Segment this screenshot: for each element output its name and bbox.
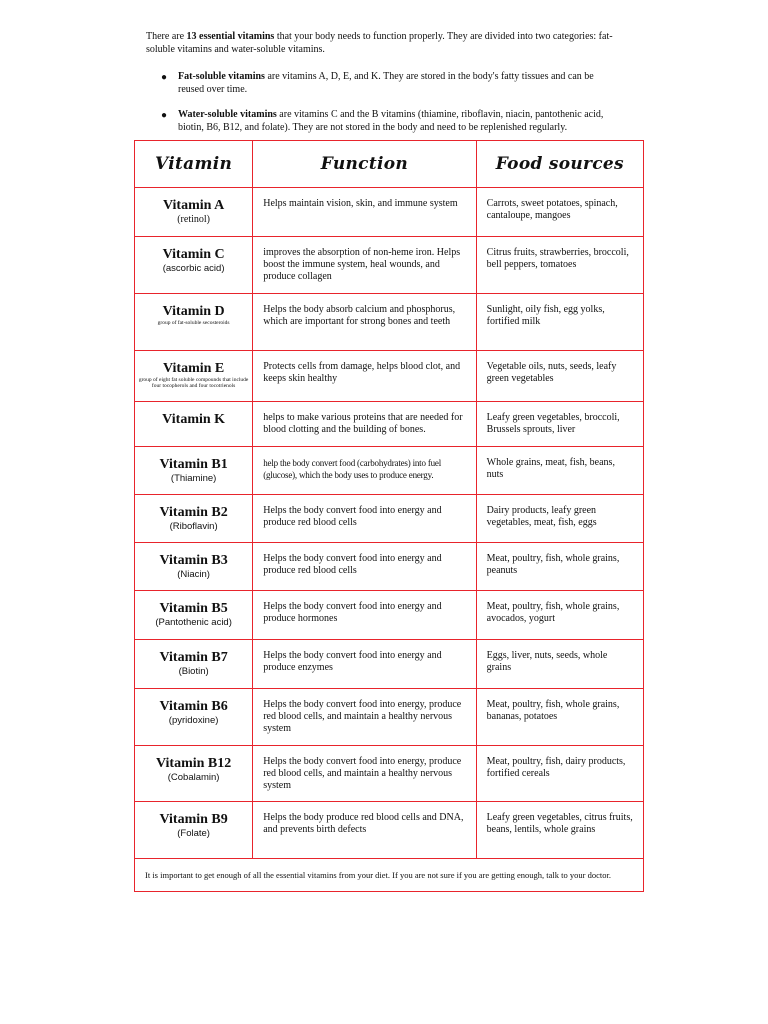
table-row xyxy=(135,294,644,351)
intro-section xyxy=(146,30,616,146)
food-cell: Leafy green vegetables, citrus fruits, beans, lentils, whole grains xyxy=(476,802,643,859)
vitamin-name-cell xyxy=(135,188,253,237)
food-cell: Meat, poultry, fish, whole grains, peanuts xyxy=(476,543,643,591)
bullet-term: Water-soluble vitamins xyxy=(178,109,277,120)
vitamin-subname: (pyridoxine) xyxy=(168,715,219,726)
function-cell: Protects cells from damage, helps blood clot, and keeps skin healthy xyxy=(253,351,476,402)
food-cell: Citrus fruits, strawberries, broccoli, bell peppers, tomatoes xyxy=(476,237,643,294)
table-row xyxy=(135,689,644,746)
food-cell: Whole grains, meat, fish, beans, nuts xyxy=(476,447,643,495)
intro-count: 13 essential vitamins xyxy=(186,31,275,42)
vitamin-name: Vitamin B7 xyxy=(159,650,228,665)
vitamin-subname: (Riboflavin) xyxy=(169,521,218,532)
vitamin-name-cell xyxy=(135,689,253,746)
food-cell: Sunlight, oily fish, egg yolks, fortified milk xyxy=(476,294,643,351)
table-footer-row xyxy=(135,859,644,892)
function-cell: Helps the body convert food into energy and produce red blood cells xyxy=(253,495,476,543)
vitamin-subname: (Cobalamin) xyxy=(167,772,220,783)
intro-text-post: that your body needs to function properly. They are divided into two categories: fat-soluble vitamins and water-soluble vitamins. xyxy=(146,31,613,55)
vitamin-name: Vitamin E xyxy=(162,361,225,376)
header-food-sources: Food sources xyxy=(476,141,643,188)
table-row xyxy=(135,591,644,640)
bullet-icon: ● xyxy=(161,72,168,83)
food-cell: Vegetable oils, nuts, seeds, leafy green vegetables xyxy=(476,351,643,402)
function-cell: help the body convert food (carbohydrates) into fuel (glucose), which the body uses to produce energy. xyxy=(253,447,476,495)
vitamin-name-cell xyxy=(135,543,253,591)
vitamin-name-cell xyxy=(135,402,253,447)
vitamin-subname: (ascorbic acid) xyxy=(162,263,225,274)
function-cell: Helps maintain vision, skin, and immune system xyxy=(253,188,476,237)
table-row xyxy=(135,188,644,237)
vitamin-subname: (Folate) xyxy=(177,828,210,839)
vitamin-category-list xyxy=(146,70,616,134)
table-row xyxy=(135,543,644,591)
vitamin-subname: (retinol) xyxy=(177,214,210,225)
vitamin-name: Vitamin B12 xyxy=(155,756,232,771)
food-cell: Meat, poultry, fish, dairy products, fortified cereals xyxy=(476,746,643,802)
bullet-text: are vitamins A, D, E, and K. They are stored in the body's fatty tissues and can be reused over time. xyxy=(178,71,594,95)
table-header-row xyxy=(135,141,644,188)
vitamin-subname: (Pantothenic acid) xyxy=(155,617,232,628)
intro-paragraph xyxy=(146,30,616,56)
vitamin-name: Vitamin D xyxy=(162,304,225,319)
vitamin-subname: (Biotin) xyxy=(178,666,209,677)
vitamin-name: Vitamin C xyxy=(162,247,225,262)
table-row xyxy=(135,237,644,294)
function-cell: Helps the body convert food into energy and produce red blood cells xyxy=(253,543,476,591)
food-cell: Meat, poultry, fish, whole grains, bananas, potatoes xyxy=(476,689,643,746)
food-cell: Leafy green vegetables, broccoli, Brussels sprouts, liver xyxy=(476,402,643,447)
table-row xyxy=(135,746,644,802)
vitamin-name-cell xyxy=(135,591,253,640)
table-row xyxy=(135,402,644,447)
vitamin-name: Vitamin B3 xyxy=(159,553,228,568)
vitamin-subname: group of fat-soluble secosteroids xyxy=(157,320,230,326)
table-row xyxy=(135,351,644,402)
function-cell: Helps the body convert food into energy, produce red blood cells, and maintain a healthy nervous system xyxy=(253,746,476,802)
function-cell: improves the absorption of non-heme iron. Helps boost the immune system, heal wounds, and produce collagen xyxy=(253,237,476,294)
function-cell: Helps the body absorb calcium and phosphorus, which are important for strong bones and teeth xyxy=(253,294,476,351)
food-cell: Dairy products, leafy green vegetables, meat, fish, eggs xyxy=(476,495,643,543)
vitamin-name: Vitamin B2 xyxy=(159,505,228,520)
table-row xyxy=(135,447,644,495)
function-cell: Helps the body produce red blood cells and DNA, and prevents birth defects xyxy=(253,802,476,859)
list-item xyxy=(146,70,616,96)
vitamin-name-cell xyxy=(135,802,253,859)
vitamin-name: Vitamin B5 xyxy=(159,601,228,616)
vitamin-name: Vitamin B6 xyxy=(159,699,228,714)
function-cell: helps to make various proteins that are needed for blood clotting and the building of bones. xyxy=(253,402,476,447)
food-cell: Carrots, sweet potatoes, spinach, cantaloupe, mangoes xyxy=(476,188,643,237)
function-cell: Helps the body convert food into energy, produce red blood cells, and maintain a healthy nervous system xyxy=(253,689,476,746)
list-item xyxy=(146,108,616,134)
header-function: Function xyxy=(253,141,476,188)
bullet-text: are vitamins C and the B vitamins (thiamine, riboflavin, niacin, pantothenic acid, biotin, B6, B12, and folate). They are not stored in the body and need to be replenished regularly. xyxy=(178,109,604,133)
vitamin-name-cell xyxy=(135,495,253,543)
food-cell: Meat, poultry, fish, whole grains, avocados, yogurt xyxy=(476,591,643,640)
table-row xyxy=(135,495,644,543)
vitamin-name-cell xyxy=(135,351,253,402)
vitamin-name-cell xyxy=(135,447,253,495)
intro-text-pre: There are xyxy=(146,31,187,42)
header-vitamin: Vitamin xyxy=(135,141,253,188)
vitamin-name-cell xyxy=(135,294,253,351)
vitamin-name-cell xyxy=(135,237,253,294)
table-row xyxy=(135,640,644,689)
vitamin-table xyxy=(134,140,644,892)
vitamin-name: Vitamin B1 xyxy=(159,457,228,472)
vitamin-subname: (Niacin) xyxy=(177,569,210,580)
vitamin-name-cell xyxy=(135,640,253,689)
vitamin-subname: (Thiamine) xyxy=(170,473,217,484)
vitamin-name: Vitamin A xyxy=(162,198,225,213)
function-cell: Helps the body convert food into energy and produce hormones xyxy=(253,591,476,640)
bullet-icon: ● xyxy=(161,110,168,121)
vitamin-subname: group of eight fat soluble compounds that include four tocopherols and four tocotrienols xyxy=(138,377,249,389)
table-row xyxy=(135,802,644,859)
food-cell: Eggs, liver, nuts, seeds, whole grains xyxy=(476,640,643,689)
vitamin-name: Vitamin K xyxy=(162,412,226,427)
vitamin-name-cell xyxy=(135,746,253,802)
vitamin-name: Vitamin B9 xyxy=(159,812,228,827)
function-cell: Helps the body convert food into energy and produce enzymes xyxy=(253,640,476,689)
table-footer-note: It is important to get enough of all the essential vitamins from your diet. If you are not sure if you are getting enough, talk to your doctor. xyxy=(135,859,644,892)
bullet-term: Fat-soluble vitamins xyxy=(178,71,265,82)
